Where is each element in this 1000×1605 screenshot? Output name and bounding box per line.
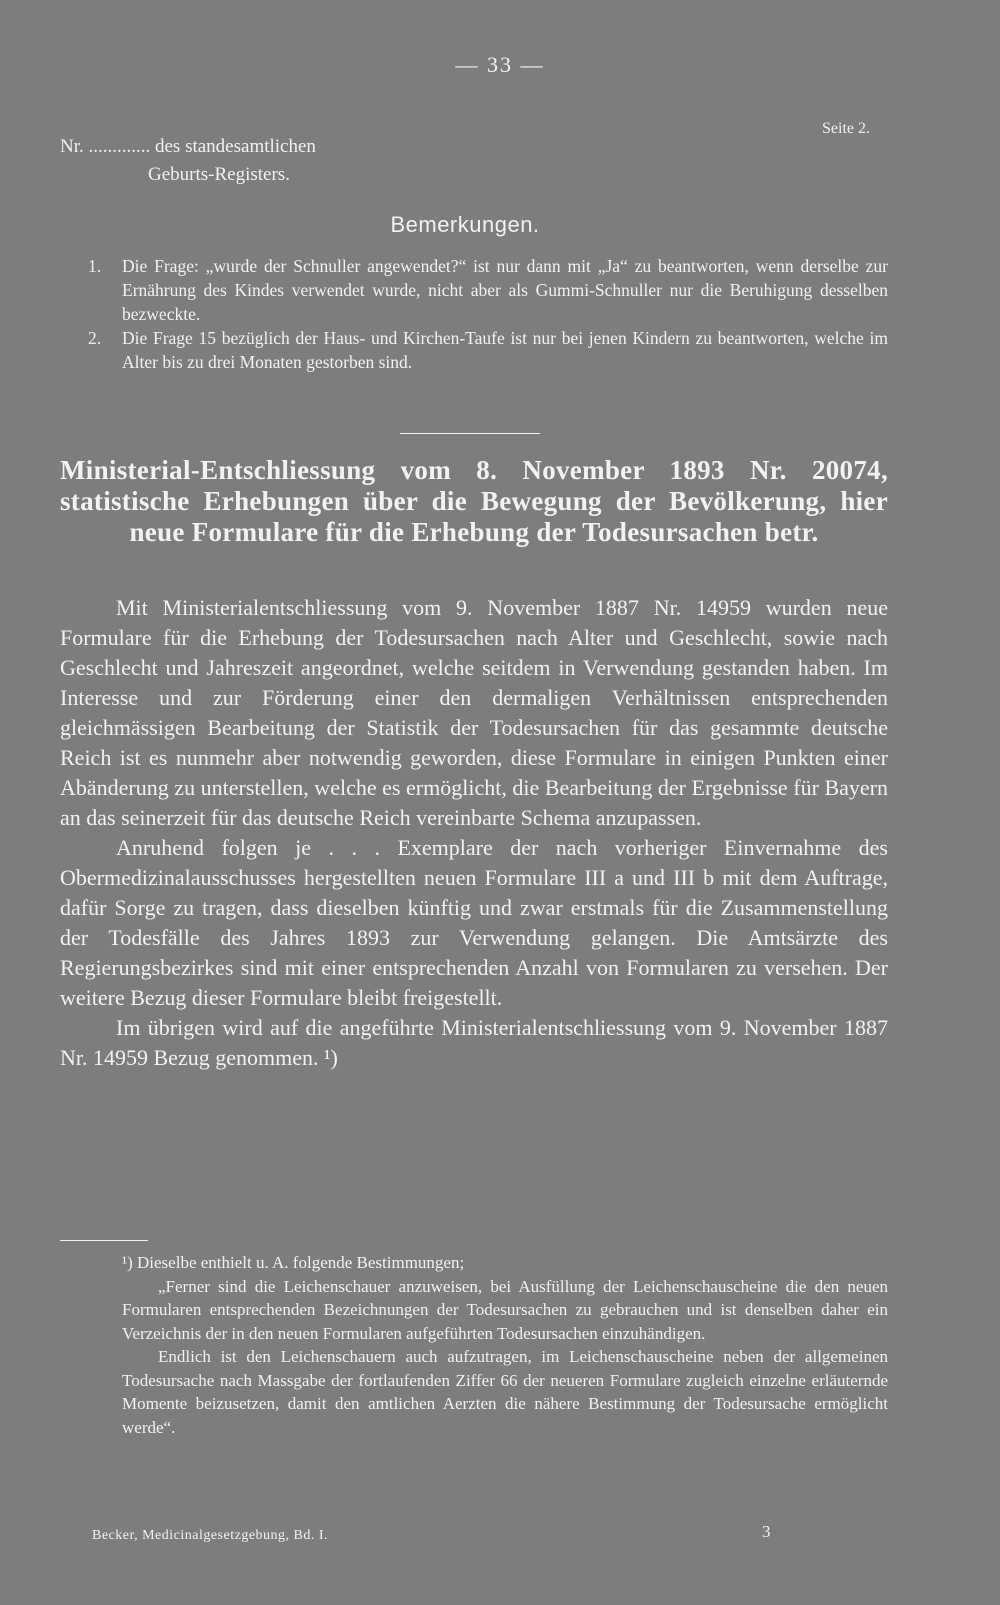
body-paragraph: Anruhend folgen je . . . Exemplare der nach vorheriger Einvernahme des Obermedizinalausschusses hergestellten neuen Formulare III a und III b mit dem Auftrage, dafür Sorge zu tragen, dass dieselben künftig und zwar erstmals für die Zusammenstellung der Todesfälle des Jahres 1893 zur Verwendung gelangen. Die Amtsärzte des Regierungsbezirkes sind mit einer entsprechenden Anzahl von Formularen zu versehen. Der weitere Bezug dieser Formulare bleibt freigestellt. [60, 835, 888, 1010]
decree-body [60, 593, 888, 1073]
remark-text: Die Frage: „wurde der Schnuller angewendet?“ ist nur dann mit „Ja“ zu beantworten, wenn derselbe zur Ernährung des Kindes verwendet wurde, nicht aber als Gummi-Schnuller nur die Beruhigung desselben bezweckte. [122, 256, 888, 324]
register-number-line: Nr. ............. des standesamtlichen [60, 136, 316, 157]
remark-item [88, 326, 888, 374]
body-paragraph: Im übrigen wird auf die angeführte Ministerialentschliessung vom 9. November 1887 Nr. 14959 Bezug genommen. ¹) [60, 1015, 888, 1070]
body-paragraph: Mit Ministerialentschliessung vom 9. November 1887 Nr. 14959 wurden neue Formulare für die Erhebung der Todesursachen nach Alter und Geschlecht, sowie nach Geschlecht und Jahreszeit angeordnet, welche seitdem in Verwendung gestanden haben. Im Interesse und zur Förderung einer den dermaligen Verhältnissen entsprechenden gleichmässigen Bearbeitung der Statistik der Todesursachen für das gesammte deutsche Reich ist es nunmehr aber notwendig geworden, diese Formulare in einigen Punkten einer Abänderung zu unterstellen, welche es ermöglicht, die Bearbeitung der Ergebnisse für Bayern an das seinerzeit für das deutsche Reich vereinbarte Schema anzupassen. [60, 595, 888, 830]
page-number: — 33 — [455, 52, 545, 77]
footnote [122, 1251, 888, 1439]
remark-number: 1. [88, 256, 102, 276]
source-line: Becker, Medicinalgesetzgebung, Bd. I. [92, 1528, 329, 1543]
footnote-paragraph: Endlich ist den Leichenschauern auch aufzutragen, im Leichenschauscheine neben der allgemeinen Todesursache nach Massgabe der fortlaufenden Ziffer 66 der neueren Formulare zugleich einzelne erläuternde Momente beizusetzen, damit den amtlichen Aerzten die nähere Bestimmung der Todesursache ermöglicht werde“. [122, 1347, 888, 1437]
decree-heading: Ministerial-Entschliessung vom 8. November 1893 Nr. 20074, statistische Erhebungen über die Bewegung der Bevölkerung, hier neue Formulare für die Erhebung der Todesursachen betr. [60, 455, 888, 547]
footnote-divider [60, 1240, 148, 1241]
footnote-intro: ¹) Dieselbe enthielt u. A. folgende Bestimmungen; [122, 1253, 465, 1272]
section-divider [400, 433, 540, 434]
remark-number: 2. [88, 328, 102, 348]
remark-item [88, 254, 888, 326]
remarks-list [88, 254, 888, 374]
remark-text: Die Frage 15 bezüglich der Haus- und Kirchen-Taufe ist nur bei jenen Kindern zu beantworten, welche im Alter bis zu drei Monaten gestorben sind. [122, 328, 888, 372]
footnote-paragraph: „Ferner sind die Leichenschauer anzuweisen, bei Ausfüllung der Leichenschauscheine die den neuen Formularen entsprechenden Bezeichnungen der Todesursachen zu gebrauchen und ist denselben daher ein Verzeichnis der in den neuen Formularen aufgeführten Todesursachen einzuhändigen. [122, 1276, 888, 1343]
signature-mark: 3 [762, 1522, 771, 1541]
register-name: Geburts-Registers. [148, 164, 290, 185]
form-page-label: Seite 2. [822, 120, 870, 137]
remarks-title: Bemerkungen. [390, 212, 540, 237]
